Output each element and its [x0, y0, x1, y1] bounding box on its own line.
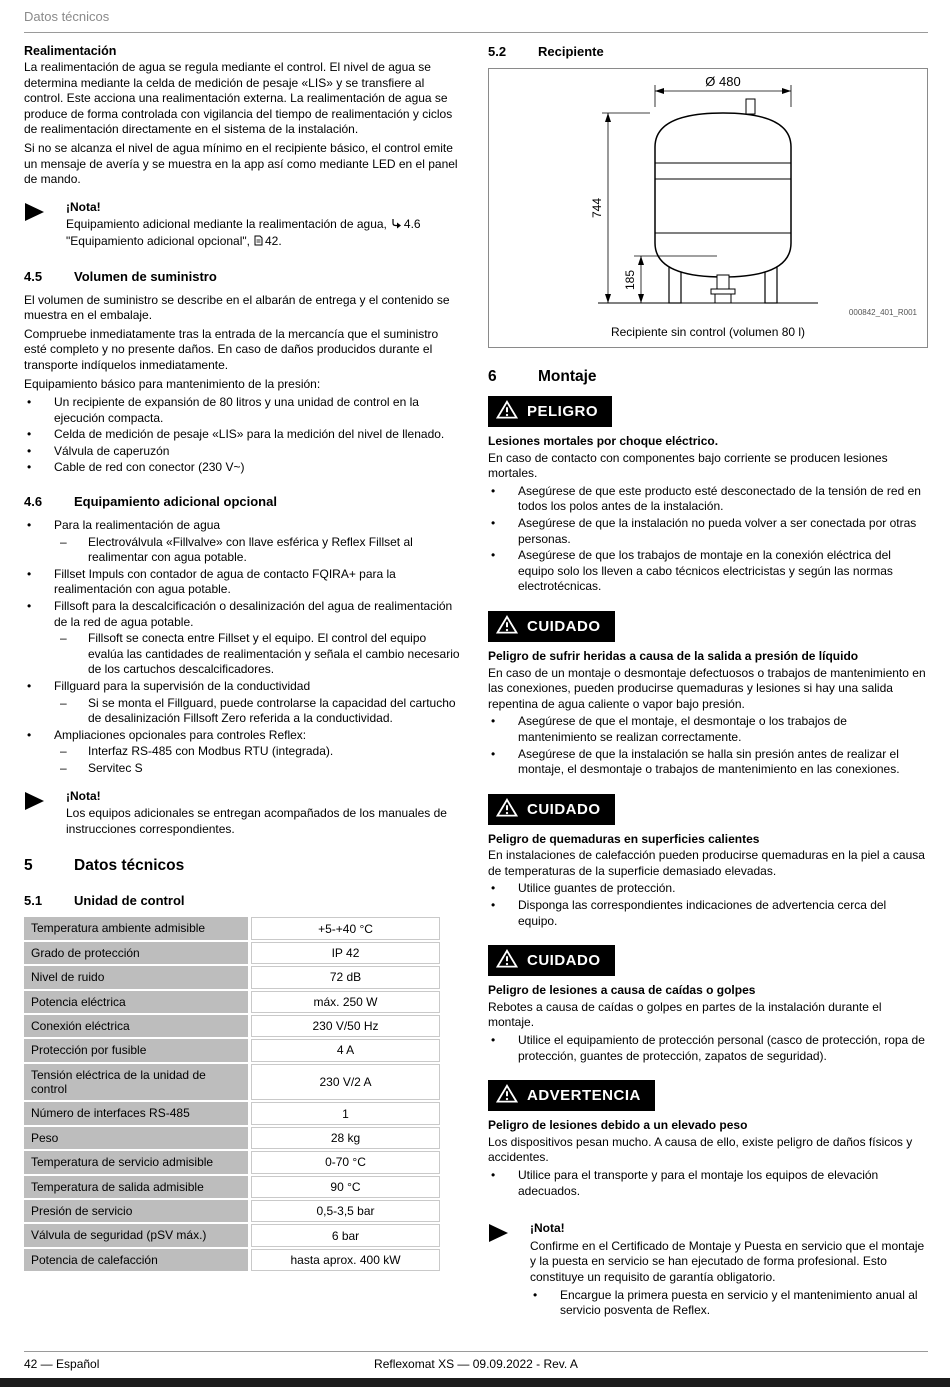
vessel-figure	[488, 68, 928, 348]
section-heading-6	[488, 368, 928, 386]
section-number: 6	[488, 368, 497, 385]
bullet-item: • Un recipiente de expansión de 80 litros y una unidad de control en la ejecución compacta.	[24, 395, 462, 426]
warning-bullet: • Asegúrese de que los trabajos de montaje en la conexión eléctrica del equipo solo los lleven a cabo técnicos electricistas y según las normas electrotécnicas.	[488, 548, 928, 595]
table-label-cell: Válvula de seguridad (pSV máx.)	[24, 1224, 248, 1246]
dimension-diameter-label: Ø 480	[705, 75, 741, 89]
table-label-cell: Número de interfaces RS-485	[24, 1102, 248, 1124]
sub-bullet-item: – Servitec S	[24, 761, 462, 777]
section-heading-4-5	[24, 269, 462, 284]
dimension-height-label: 744	[590, 197, 604, 219]
warning-level: CUIDADO	[527, 617, 601, 635]
table-label-cell: Temperatura de servicio admisible	[24, 1151, 248, 1173]
warning-level: ADVERTENCIA	[527, 1087, 641, 1105]
table-value-cell: +5-+40 °C	[251, 917, 440, 939]
note-text: Confirme en el Certificado de Montaje y Puesta en servicio que el montaje y la puesta en servicio se han ejecutado de forma profesional. Esto constituye un requisito de garantía obligatorio.	[530, 1238, 925, 1284]
warning-triangle-icon	[496, 798, 518, 821]
note-triangle-icon	[488, 1221, 530, 1320]
section-heading-4-6	[24, 494, 462, 509]
table-label-cell: Conexión eléctrica	[24, 1015, 248, 1037]
note-content	[66, 789, 462, 838]
realimentacion-heading: Realimentación	[24, 44, 117, 58]
warning-box-cuidado-1	[488, 611, 928, 778]
warning-box-peligro	[488, 396, 928, 595]
bullet-item: • Para la realimentación de agua	[24, 518, 462, 534]
note-block	[24, 200, 462, 251]
warning-triangle-icon	[496, 400, 518, 423]
page-bottom-bar	[0, 1378, 950, 1387]
paragraph: La realimentación de agua se regula mediante el control. El nivel de agua se determina mediante la celda de medición de pesaje «LIS» y se transfiere al control. Este acciona una realimentación externa. La realimentación de agua se produce de forma controlada con vigilancia del tiempo de realimentación y ciclos de realimentación directamente en el sistema de la instalación.	[24, 60, 453, 137]
dimension-bottom-label: 185	[623, 269, 637, 291]
paragraph: Compruebe inmediatamente tras la entrada de la mercancía que el suministro esté completo y no presente daños. En caso de daños producidos durante el transporte indíquelos inmediatamente.	[24, 326, 439, 372]
section-number: 4.5	[24, 268, 43, 284]
page-footer	[24, 1351, 928, 1371]
warning-triangle-icon	[496, 949, 518, 972]
sub-bullet-item: – Interfaz RS-485 con Modbus RTU (integrada).	[24, 744, 462, 760]
section-heading-5-2	[488, 44, 928, 59]
warning-triangle-icon	[496, 1084, 518, 1107]
table-label-cell: Nivel de ruido	[24, 966, 248, 988]
note-triangle-icon	[24, 200, 66, 251]
table-row	[24, 1249, 440, 1271]
warning-level: CUIDADO	[527, 952, 601, 970]
warning-bar	[488, 945, 615, 976]
warning-text: Los dispositivos pesan mucho. A causa de ello, existe peligro de daños físicos y accidentes.	[488, 1134, 913, 1165]
section-heading-5-1	[24, 893, 462, 908]
table-row	[24, 966, 440, 988]
table-row	[24, 1176, 440, 1198]
note-label: ¡Nota!	[66, 199, 101, 214]
right-column	[488, 44, 928, 1334]
warning-text: En instalaciones de calefacción pueden producirse quemaduras en la piel a causa de temperaturas de la superficie demasiado elevadas.	[488, 848, 925, 878]
table-value-cell: 6 bar	[251, 1224, 440, 1246]
table-value-cell: 1	[251, 1102, 440, 1124]
table-row	[24, 942, 440, 964]
warning-level: PELIGRO	[527, 403, 599, 420]
warning-level: CUIDADO	[527, 800, 601, 818]
section-number: 5	[24, 857, 33, 875]
table-value-cell: máx. 250 W	[251, 991, 440, 1013]
content-columns	[24, 44, 928, 1334]
warning-box-advertencia	[488, 1080, 928, 1199]
warning-bullet: • Asegúrese de que la instalación se halla sin presión antes de realizar el montaje, el desmontaje o trabajos de mantenimiento en las conexiones.	[488, 747, 928, 778]
section-title: Equipamiento adicional opcional	[74, 494, 277, 510]
table-label-cell: Tensión eléctrica de la unidad de control	[24, 1064, 248, 1101]
section-number: 5.2	[488, 44, 507, 59]
table-label-cell: Presión de servicio	[24, 1200, 248, 1222]
warning-bullet: • Utilice guantes de protección.	[488, 881, 928, 897]
table-row	[24, 1015, 440, 1037]
bullet-item: • Cable de red con conector (230 V~)	[24, 460, 462, 476]
note-label: ¡Nota!	[66, 788, 101, 803]
warning-title: Peligro de lesiones a causa de caídas o golpes	[488, 983, 756, 998]
cross-reference-icon	[391, 218, 402, 234]
table-value-cell: 72 dB	[251, 966, 440, 988]
section-title: Montaje	[538, 368, 597, 385]
table-value-cell: 28 kg	[251, 1127, 440, 1149]
section-title: Recipiente	[538, 44, 604, 59]
warning-bullet: • Utilice el equipamiento de protección personal (casco de protección, ropa de protección, guantes de protección, zapatos de seguridad).	[488, 1033, 928, 1064]
warning-title: Peligro de lesiones debido a un elevado peso	[488, 1118, 748, 1133]
paragraph: Si no se alcanza el nivel de agua mínimo en el recipiente básico, el control emite un mensaje de avería y se muestra en la app así como mediante LED en el panel de mando.	[24, 140, 458, 187]
table-row	[24, 1127, 440, 1149]
note-content	[66, 200, 462, 251]
warning-bullet: • Asegúrese de que el montaje, el desmontaje o los trabajos de mantenimiento se realizan correctamente.	[488, 714, 928, 745]
note-block	[24, 789, 462, 838]
table-value-cell: 0-70 °C	[251, 1151, 440, 1173]
paragraph: Equipamiento básico para mantenimiento de la presión:	[24, 376, 321, 391]
table-label-cell: Potencia eléctrica	[24, 991, 248, 1013]
page-header	[24, 8, 928, 33]
note-block	[488, 1221, 928, 1320]
warning-bullet: • Utilice para el transporte y para el montaje los equipos de elevación adecuados.	[488, 1168, 928, 1199]
table-row	[24, 1064, 440, 1101]
table-label-cell: Temperatura de salida admisible	[24, 1176, 248, 1198]
table-value-cell: 230 V/50 Hz	[251, 1015, 440, 1037]
warning-text: En caso de contacto con componentes bajo corriente se producen lesiones mortales.	[488, 450, 888, 481]
section-number: 4.6	[24, 494, 43, 510]
figure-caption: Recipiente sin control (volumen 80 l)	[610, 325, 806, 339]
bullet-item: • Celda de medición de pesaje «LIS» para la medición del nivel de llenado.	[24, 427, 462, 443]
warning-title: Peligro de quemaduras en superficies calientes	[488, 831, 760, 846]
bullet-item: • Válvula de caperuzón	[24, 444, 462, 460]
table-value-cell: 4 A	[251, 1039, 440, 1061]
note-content	[530, 1221, 928, 1320]
header-title: Datos técnicos	[24, 9, 110, 24]
table-value-cell: 0,5-3,5 bar	[251, 1200, 440, 1222]
sub-bullet-item: – Fillsoft se conecta entre Fillset y el equipo. El control del equipo evalúa las cantidades de realimentación y señala el cambio necesario de los cartuchos descalcificadores.	[24, 631, 462, 678]
table-label-cell: Potencia de calefacción	[24, 1249, 248, 1271]
sub-bullet-item: – Si se monta el Fillguard, puede controlarse la capacidad del cartucho de desalinización Fillsoft Zero referida a la conductividad.	[24, 696, 462, 727]
left-column	[24, 44, 462, 1273]
warning-triangle-icon	[496, 615, 518, 638]
warning-box-cuidado-2	[488, 794, 928, 930]
warning-bar	[488, 1080, 655, 1111]
section-title: Datos técnicos	[74, 857, 185, 875]
table-value-cell: IP 42	[251, 942, 440, 964]
bullet-item: • Ampliaciones opcionales para controles Reflex:	[24, 728, 462, 744]
table-row	[24, 1039, 440, 1061]
bullet-item: • Fillsoft para la descalcificación o desalinización del agua de realimentación de la red de agua potable.	[24, 599, 462, 630]
warning-bar	[488, 794, 615, 825]
footer-page-number: 42 — Español	[24, 1357, 100, 1371]
table-label-cell: Grado de protección	[24, 942, 248, 964]
warning-bullet: • Asegúrese de que este producto esté desconectado de la tensión de red en todos los polos antes de la instalación.	[488, 484, 928, 515]
table-value-cell: 230 V/2 A	[251, 1064, 440, 1101]
bullet-item: • Fillguard para la supervisión de la conductividad	[24, 679, 462, 695]
table-row	[24, 1224, 440, 1246]
page-icon	[254, 235, 263, 251]
warning-title: Lesiones mortales por choque eléctrico.	[488, 434, 719, 448]
note-bullet: • Encargue la primera puesta en servicio y el mantenimiento anual al servicio posventa de Reflex.	[530, 1288, 928, 1319]
table-row	[24, 1151, 440, 1173]
table-row	[24, 991, 440, 1013]
section-title: Volumen de suministro	[74, 268, 217, 284]
warning-bar	[488, 396, 612, 427]
warning-bar	[488, 611, 615, 642]
technical-data-table	[24, 917, 440, 1271]
section-title: Unidad de control	[74, 893, 185, 909]
warning-text: Rebotes a causa de caídas o golpes en partes de la instalación durante el montaje.	[488, 999, 882, 1030]
note-text: Los equipos adicionales se entregan acompañados de los manuales de instrucciones correspondientes.	[66, 806, 447, 836]
note-label: ¡Nota!	[530, 1221, 565, 1236]
section-number: 5.1	[24, 893, 43, 909]
sub-bullet-item: – Electroválvula «Fillvalve» con llave esférica y Reflex Fillset al realimentar con agua potable.	[24, 535, 462, 566]
warning-bullet: • Asegúrese de que la instalación no pueda volver a ser conectada por otras personas.	[488, 516, 928, 547]
paragraph: El volumen de suministro se describe en el albarán de entrega y el contenido se muestra en el embalaje.	[24, 292, 450, 323]
figure-code: 000842_401_R001	[848, 308, 917, 317]
vessel-diagram	[498, 75, 918, 323]
table-label-cell: Temperatura ambiente admisible	[24, 917, 248, 939]
table-row	[24, 1200, 440, 1222]
warning-text: En caso de un montaje o desmontaje defectuosos o trabajos de mantenimiento en las conexiones, pueden producirse quemaduras y lesiones si hay una salida repentina de agua caliente o vapor bajo presión.	[488, 665, 926, 711]
warning-bullet: • Disponga las correspondientes indicaciones de advertencia cerca del equipo.	[488, 898, 928, 929]
note-text: Equipamiento adicional mediante la realimentación de agua, 4.6 "Equipamiento adicional opcional", 42.	[66, 217, 462, 250]
table-value-cell: hasta aprox. 400 kW	[251, 1249, 440, 1271]
table-row	[24, 1102, 440, 1124]
table-row	[24, 917, 440, 939]
table-value-cell: 90 °C	[251, 1176, 440, 1198]
warning-box-cuidado-3	[488, 945, 928, 1064]
footer-doc-info: Reflexomat XS — 09.09.2022 - Rev. A	[374, 1357, 578, 1371]
table-label-cell: Protección por fusible	[24, 1039, 248, 1061]
note-triangle-icon	[24, 789, 66, 838]
table-label-cell: Peso	[24, 1127, 248, 1149]
warning-title: Peligro de sufrir heridas a causa de la salida a presión de líquido	[488, 648, 859, 663]
section-heading-5	[24, 857, 462, 875]
bullet-item: • Fillset Impuls con contador de agua de contacto FQIRA+ para la realimentación con agua potable.	[24, 567, 462, 598]
